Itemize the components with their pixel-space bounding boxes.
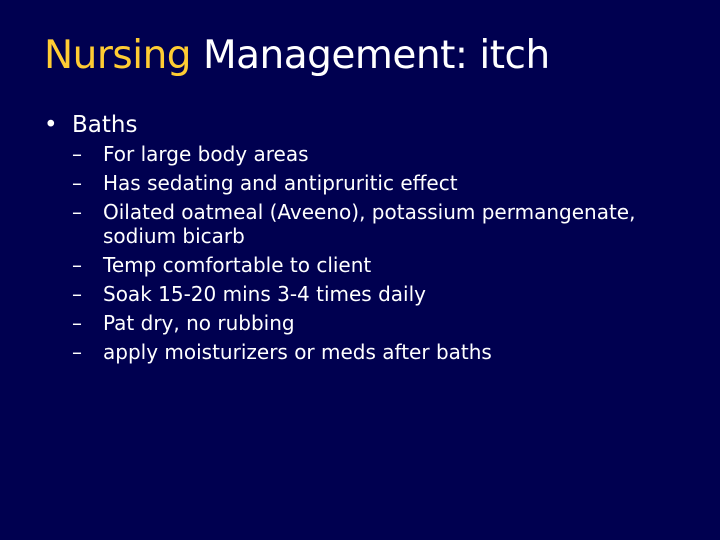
dash-marker: –: [72, 340, 82, 364]
subpoint-text: Soak 15-20 mins 3-4 times daily: [103, 282, 426, 306]
subpoint: [72, 171, 692, 195]
bullet-marker: •: [44, 112, 58, 138]
dash-marker: –: [72, 282, 82, 306]
dash-marker: –: [72, 200, 82, 224]
bullet-label: Baths: [72, 112, 138, 138]
subpoint: [72, 200, 692, 248]
subpoint: [72, 282, 692, 306]
slide-title: [44, 30, 550, 82]
subpoint-text: Temp comfortable to client: [103, 253, 372, 277]
subpoint-text: Has sedating and antipruritic effect: [103, 171, 458, 195]
subpoint: [72, 340, 692, 364]
dash-marker: –: [72, 253, 82, 277]
subpoint-text: For large body areas: [103, 142, 309, 166]
subpoint: [72, 253, 692, 277]
subpoint: [72, 311, 692, 335]
subpoint-text: apply moisturizers or meds after baths: [103, 340, 492, 364]
dash-marker: –: [72, 171, 82, 195]
subpoint: [72, 142, 692, 166]
subpoint-text: Oilated oatmeal (Aveeno), potassium permangenate, sodium bicarb: [103, 200, 636, 248]
subpoint-list: [72, 142, 692, 369]
subpoint-text: Pat dry, no rubbing: [103, 311, 295, 335]
title-accent-word: Nursing: [44, 33, 192, 78]
dash-marker: –: [72, 142, 82, 166]
title-rest: Management: itch: [191, 33, 550, 78]
dash-marker: –: [72, 311, 82, 335]
